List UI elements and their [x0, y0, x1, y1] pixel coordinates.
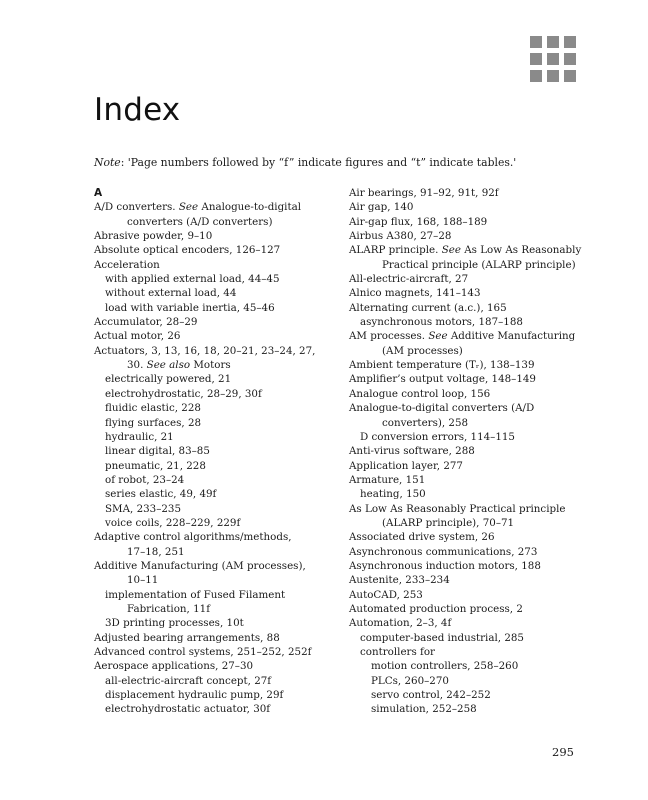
- index-entry: Adjusted bearing arrangements, 88: [94, 631, 280, 644]
- index-entry: displacement hydraulic pump, 29f: [105, 689, 284, 702]
- index-entry-text: AM processes.: [349, 330, 429, 343]
- index-entry: Austenite, 233–234: [349, 574, 450, 587]
- index-entry: converters), 258: [382, 416, 469, 429]
- index-entry: Advanced control systems, 251–252, 252f: [94, 646, 312, 658]
- see-reference: See also: [146, 359, 191, 372]
- index-entry: asynchronous motors, 187–188: [360, 316, 523, 329]
- index-entry: Accumulator, 28–29: [94, 316, 198, 329]
- index-entry: 17–18, 251: [127, 545, 185, 558]
- index-entry: Air gap, 140: [349, 201, 414, 214]
- index-entry-text: A/D converters.: [94, 201, 179, 214]
- index-section-letter: A: [94, 187, 103, 199]
- index-entry: pneumatic, 21, 228: [105, 459, 206, 472]
- index-entry: All-electric-aircraft, 27: [349, 273, 469, 286]
- index-entry: Actuators, 3, 13, 16, 18, 20–21, 23–24, 27,: [94, 344, 316, 357]
- index-entry: Air bearings, 91–92, 91t, 92f: [349, 187, 499, 199]
- index-entry: motion controllers, 258–260: [371, 660, 519, 673]
- index-entry: voice coils, 228–229, 229f: [105, 516, 241, 529]
- index-entry: (AM processes): [382, 344, 463, 357]
- index-entry: [349, 243, 599, 257]
- index-entry: of robot, 23–24: [105, 473, 185, 486]
- see-reference: See: [178, 201, 199, 214]
- note-label: Note: [94, 156, 121, 169]
- index-entry: servo control, 242–252: [371, 689, 491, 702]
- index-entry: [94, 200, 344, 214]
- index-entry: 3D printing processes, 10t: [105, 617, 244, 630]
- index-entry: Acceleration: [94, 258, 160, 271]
- page-number: 295: [552, 745, 574, 759]
- index-entry: simulation, 252–258: [371, 703, 477, 716]
- index-entry: [94, 358, 344, 372]
- index-entry: hydraulic, 21: [105, 430, 174, 443]
- index-entry: controllers for: [360, 646, 435, 658]
- index-entry: Armature, 151: [349, 473, 426, 486]
- index-entry-text: Analogue-to-digital: [198, 201, 302, 214]
- index-entry: Aerospace applications, 27–30: [94, 660, 254, 673]
- index-entry-text: As Low As Reasonably: [460, 244, 582, 257]
- index-entry: converters (A/D converters): [127, 215, 273, 228]
- index-entry: Analogue control loop, 156: [349, 387, 491, 400]
- page-title: Index: [94, 92, 181, 128]
- index-entry: series elastic, 49, 49f: [105, 488, 217, 501]
- index-entry: Fabrication, 11f: [127, 602, 211, 615]
- index-entry: Airbus A380, 27–28: [349, 230, 452, 243]
- index-note: [94, 156, 574, 169]
- index-entry: fluidic elastic, 228: [105, 402, 201, 415]
- index-entry-text: 30.: [127, 359, 147, 372]
- index-entry-text: Additive Manufacturing: [447, 330, 576, 343]
- index-entry: Automation, 2–3, 4f: [349, 617, 452, 630]
- index-entry: with applied external load, 44–45: [105, 273, 280, 286]
- index-entry: Anti-virus software, 288: [349, 445, 475, 458]
- index-entry: 10–11: [127, 574, 159, 587]
- index-entry: (ALARP principle), 70–71: [382, 516, 515, 529]
- index-entry: D conversion errors, 114–115: [360, 430, 515, 443]
- index-entry: Analogue-to-digital converters (A/D: [349, 402, 535, 415]
- index-entry: Ambient temperature (Tᵣ), 138–139: [349, 359, 535, 372]
- index-entry: Abrasive powder, 9–10: [94, 230, 213, 243]
- index-entry: Automated production process, 2: [349, 602, 523, 615]
- index-entry: Alnico magnets, 141–143: [349, 287, 481, 300]
- index-entry: load with variable inertia, 45–46: [105, 301, 275, 314]
- index-entry: Actual motor, 26: [94, 330, 181, 343]
- index-entry: Amplifier’s output voltage, 148–149: [349, 373, 536, 386]
- index-entry: Air-gap flux, 168, 188–189: [349, 215, 488, 228]
- grid-squares-icon: [530, 36, 576, 82]
- index-entry: As Low As Reasonably Practical principle: [349, 502, 566, 515]
- index-entry: SMA, 233–235: [105, 502, 182, 515]
- index-entry: electrically powered, 21: [105, 373, 232, 386]
- index-column-left: [94, 186, 344, 717]
- index-entry: [349, 329, 599, 343]
- index-entry: Associated drive system, 26: [349, 531, 495, 544]
- index-entry: electrohydrostatic actuator, 30f: [105, 703, 271, 716]
- see-reference: See: [441, 244, 461, 257]
- index-entry-text: Motors: [190, 359, 231, 372]
- index-entry: computer-based industrial, 285: [360, 631, 524, 644]
- index-column-right: [349, 186, 599, 717]
- index-entry: implementation of Fused Filament: [105, 588, 286, 601]
- note-text: : 'Page numbers followed by “f” indicate figures and “t” indicate tables.': [120, 156, 517, 169]
- index-entry: Alternating current (a.c.), 165: [349, 301, 507, 314]
- index-entry: Practical principle (ALARP principle): [382, 258, 576, 271]
- index-entry: electrohydrostatic, 28–29, 30f: [105, 387, 262, 400]
- index-entry: Adaptive control algorithms/methods,: [94, 531, 292, 544]
- index-entry: heating, 150: [360, 488, 426, 501]
- index-entry: AutoCAD, 253: [349, 588, 423, 601]
- index-entry: Asynchronous communications, 273: [349, 545, 538, 558]
- index-entry: flying surfaces, 28: [105, 416, 202, 429]
- index-entry: linear digital, 83–85: [105, 445, 210, 458]
- index-entry: Absolute optical encoders, 126–127: [94, 244, 281, 257]
- see-reference: See: [428, 330, 448, 343]
- index-entry-text: ALARP principle.: [349, 244, 442, 257]
- index-entry: Additive Manufacturing (AM processes),: [94, 559, 306, 572]
- index-entry: without external load, 44: [105, 287, 237, 300]
- index-entry: Asynchronous induction motors, 188: [349, 559, 541, 572]
- index-entry: PLCs, 260–270: [371, 674, 449, 687]
- index-entry: all-electric-aircraft concept, 27f: [105, 674, 272, 687]
- index-entry: Application layer, 277: [349, 459, 463, 472]
